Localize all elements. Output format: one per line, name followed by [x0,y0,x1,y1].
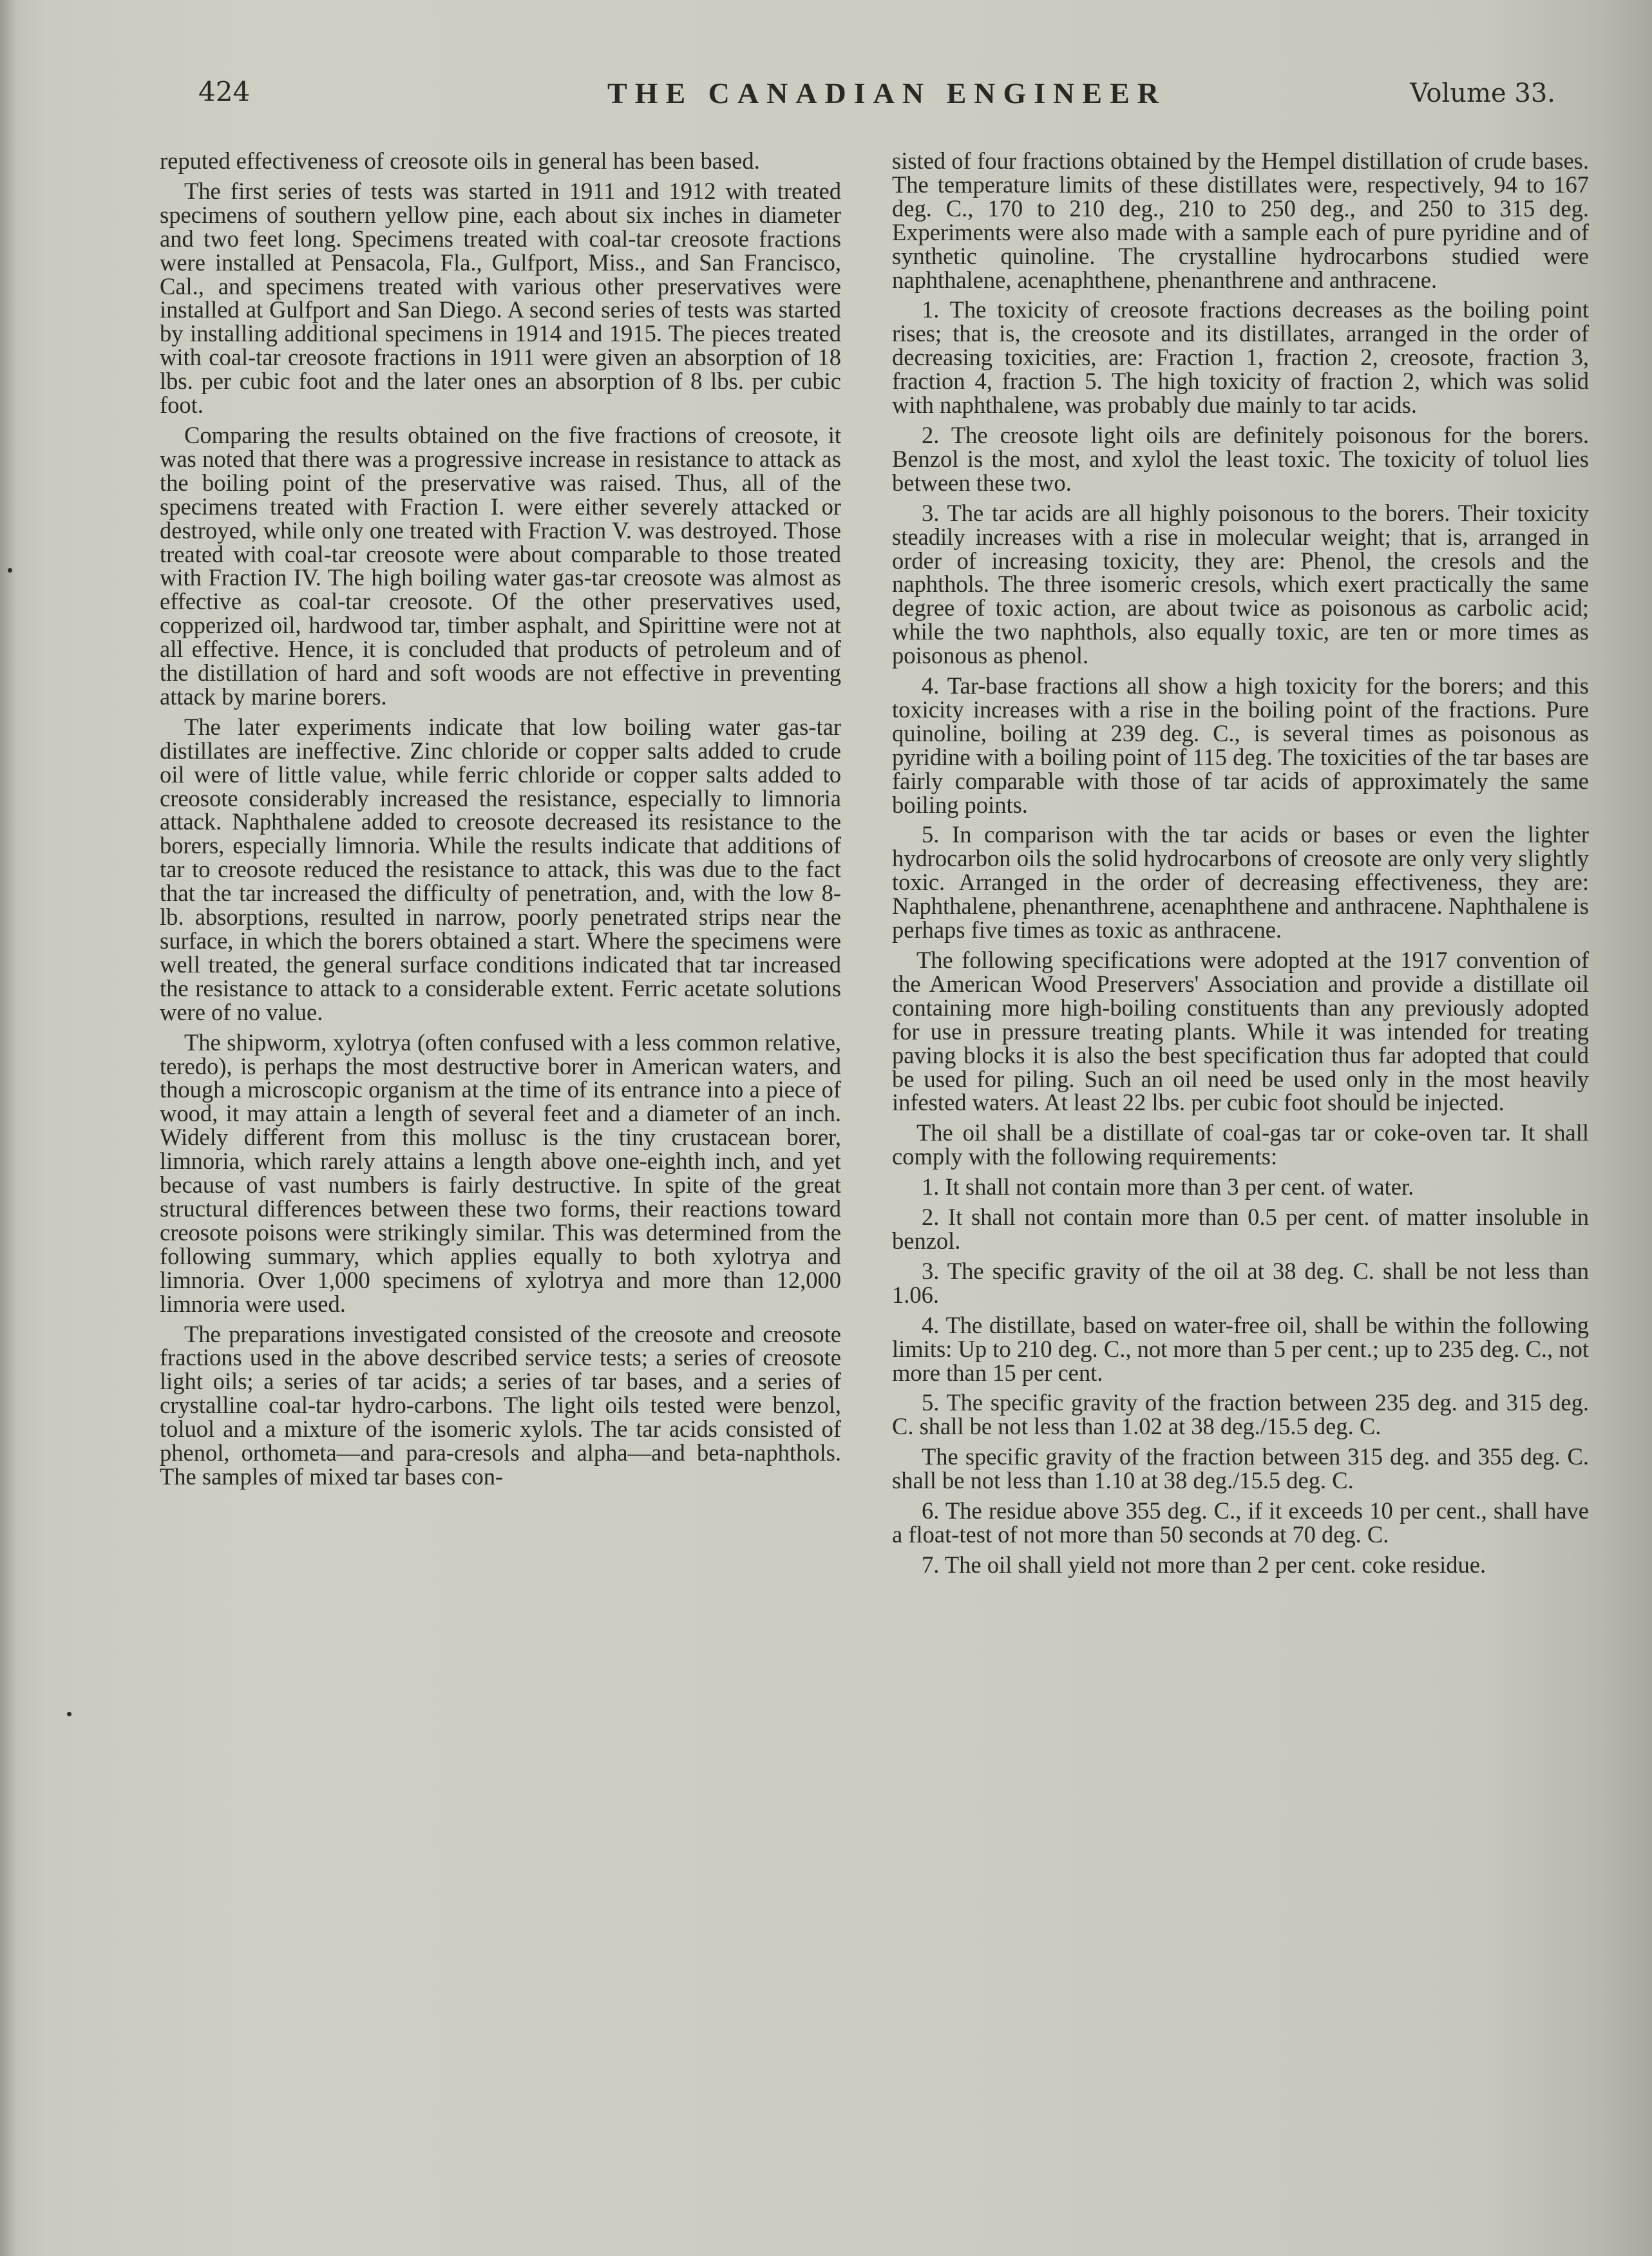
paragraph: sisted of four fractions obtained by the Hempel distillation of crude bases. The temperature limits of these distillates were, respectively, 94 to 167 deg. C., 170 to 210 deg., 210 to 250 deg., and 250 to 315 deg. Experiments were also made with a sample each of pure pyridine and of synthetic quinoline. The crystalline hydrocarbons studied were naphthalene, acenaphthene, phenanthrene and anthracene. [892,147,1589,293]
running-header [198,76,1555,121]
requirement-item: 1. It shall not contain more than 3 per cent. of water. [922,1173,1414,1200]
page-number: 424 [198,76,251,108]
finding-item: 5. In comparison with the tar acids or bases or even the lighter hydrocarbon oils the solid hydrocarbons of creosote are only very slightly toxic. Arranged in the order of decreasing effectiveness, they are: Naphthalene, phenanthrene, acenaphthene and anthracene. Naphthalene is perhaps five times as toxic as anthracene. [892,821,1589,943]
requirement-item: 7. The oil shall yield not more than 2 per cent. coke residue. [922,1551,1486,1578]
requirement-item: 5. The specific gravity of the fraction between 235 deg. and 315 deg. C. shall be not less than 1.02 at 38 deg./15.5 deg. C. [892,1389,1589,1440]
finding-item: 4. Tar-base fractions all show a high toxicity for the borers; and this toxicity increases with a rise in the boiling point of the fractions. Pure quinoline, boiling at 239 deg. C., is several times as poisonous as pyridine with a boiling point of 115 deg. The toxicities of the tar bases are fairly comparable with those of tar acids of approximately the same boiling points. [892,672,1589,818]
requirement-item: 6. The residue above 355 deg. C., if it exceeds 10 per cent., shall have a float-test of not more than 50 seconds at 70 deg. C. [892,1497,1589,1548]
left-column [160,149,841,1489]
paragraph: The later experiments indicate that low boiling water gas-tar distillates are ineffective. Zinc chloride or copper salts added to crude oil were of little value, while ferric chloride or copper salts added to creosote considerably increased the resistance, especially to limnoria attack. Naphthalene added to creosote decreased its resistance to the borers, especially limnoria. While the results indicate that additions of tar to creosote reduced the resistance to attack, this was due to the fact that the tar increased the difficulty of penetration, and, with the low 8-lb. absorptions, resulted in narrow, poorly penetrated strips near the surface, in which the borers obtained a start. Where the specimens were well treated, the general surface conditions indicated that tar increased the resistance to attack to a considerable extent. Ferric acetate solutions were of no value. [160,713,841,1025]
requirement-item: 3. The specific gravity of the oil at 38 deg. C. shall be not less than 1.06. [892,1257,1589,1308]
finding-item: 3. The tar acids are all highly poisonous to the borers. Their toxicity steadily increases with a rise in molecular weight; that is, arranged in order of increasing toxicity, they are: Phenol, the cresols and the naphthols. The three isomeric cresols, which exert practically the same degree of toxic action, are about twice as poisonous as carbolic acid; while the two naphthols, also equally toxic, are ten or more times as poisonous as phenol. [892,499,1589,669]
scan-speck [8,568,12,573]
paragraph: The oil shall be a distillate of coal-gas tar or coke-oven tar. It shall comply with the following requirements: [892,1119,1589,1170]
binding-shadow [0,0,17,2256]
volume-label: Volume 33. [1410,79,1555,108]
paragraph: The first series of tests was started in 1911 and 1912 with treated specimens of southern yellow pine, each about six inches in diameter and two feet long. Specimens treated with coal-tar creosote fractions were installed at Pensacola, Fla., Gulfport, Miss., and San Francisco, Cal., and specimens treated with various other preservatives were installed at Gulfport and San Diego. A second series of tests was started by installing additional specimens in 1914 and 1915. The pieces treated with coal-tar creosote fractions in 1911 were given an absorption of 18 lbs. per cubic foot and the later ones an absorption of 8 lbs. per cubic foot. [160,177,841,419]
finding-item: 1. The toxicity of creosote fractions decreases as the boiling point rises; that is, the creosote and its distillates, arranged in the order of decreasing toxicities, are: Fraction 1, fraction 2, creosote, fraction 3, fraction 4, fraction 5. The high toxicity of fraction 2, which was solid with naphthalene, was probably due mainly to tar acids. [892,296,1589,419]
requirement-item: 4. The distillate, based on water-free oil, shall be within the following limits: Up to 210 deg. C., not more than 5 per cent.; up to 235 deg. C., not more than 15 per cent. [892,1311,1589,1386]
paragraph: reputed effectiveness of creosote oils in general has been based. [160,147,760,174]
requirement-item: 2. It shall not contain more than 0.5 per cent. of matter insoluble in benzol. [892,1204,1589,1254]
paragraph: Comparing the results obtained on the five fractions of creosote, it was noted that there was a progressive increase in resistance to attack as the boiling point of the preservative was raised. Thus, all of the specimens treated with Fraction I. were either severely attacked or destroyed, while only one treated with Fraction V. was destroyed. Those treated with coal-tar creosote were about comparable to those treated with Fraction IV. The high boiling water gas-tar creosote was almost as effective as coal-tar creosote. Of the other preservatives used, copperized oil, hardwood tar, timber asphalt, and Spirittine were not at all effective. Hence, it is concluded that products of petroleum and of the distillation of hard and soft woods are not effective in preventing attack by marine borers. [160,421,841,710]
paragraph: The preparations investigated consisted of the creosote and creosote fractions used in the above described service tests; a series of creosote light oils; a series of tar acids; a series of tar bases, and a series of crystalline coal-tar hydro-carbons. The light oils tested were benzol, toluol and a mixture of the isomeric xylols. The tar acids consisted of phenol, orthometa—and para-cresols and alpha—and beta-naphthols. The samples of mixed tar bases con- [160,1320,841,1490]
requirement-item: The specific gravity of the fraction between 315 deg. and 355 deg. C. shall be not less than 1.10 at 38 deg./15.5 deg. C. [892,1443,1589,1494]
paragraph: The shipworm, xylotrya (often confused with a less common relative, teredo), is perhaps the most destructive borer in American waters, and though a microscopic organism at the time of its entrance into a piece of wood, it may attain a length of several feet and a diameter of an inch. Widely different from this mollusc is the tiny crustacean borer, limnoria, which rarely attains a length above one-eighth inch, and yet because of vast numbers is fairly destructive. In spite of the great structural differences between these two forms, their reactions toward creosote poisons were strikingly similar. This was determined from the following summary, which applies equally to both xylotrya and limnoria. Over 1,000 specimens of xylotrya and more than 12,000 limnoria were used. [160,1028,841,1317]
right-column [892,149,1589,1577]
paragraph: The following specifications were adopted at the 1917 convention of the American Wood Preservers' Association and provide a distillate oil containing more high-boiling constituents than any previously adopted for use in pressure treating plants. While it was intended for treating paving blocks it is also the best specification thus far adopted that could be used for piling. Such an oil need be used only in the most heavily infested waters. At least 22 lbs. per cubic foot should be injected. [892,947,1589,1116]
scan-speck [67,1712,71,1716]
finding-item: 2. The creosote light oils are definitely poisonous for the borers. Benzol is the most, and xylol the least toxic. The toxicity of toluol lies between these two. [892,421,1589,496]
journal-title: THE CANADIAN ENGINEER [607,77,1166,109]
